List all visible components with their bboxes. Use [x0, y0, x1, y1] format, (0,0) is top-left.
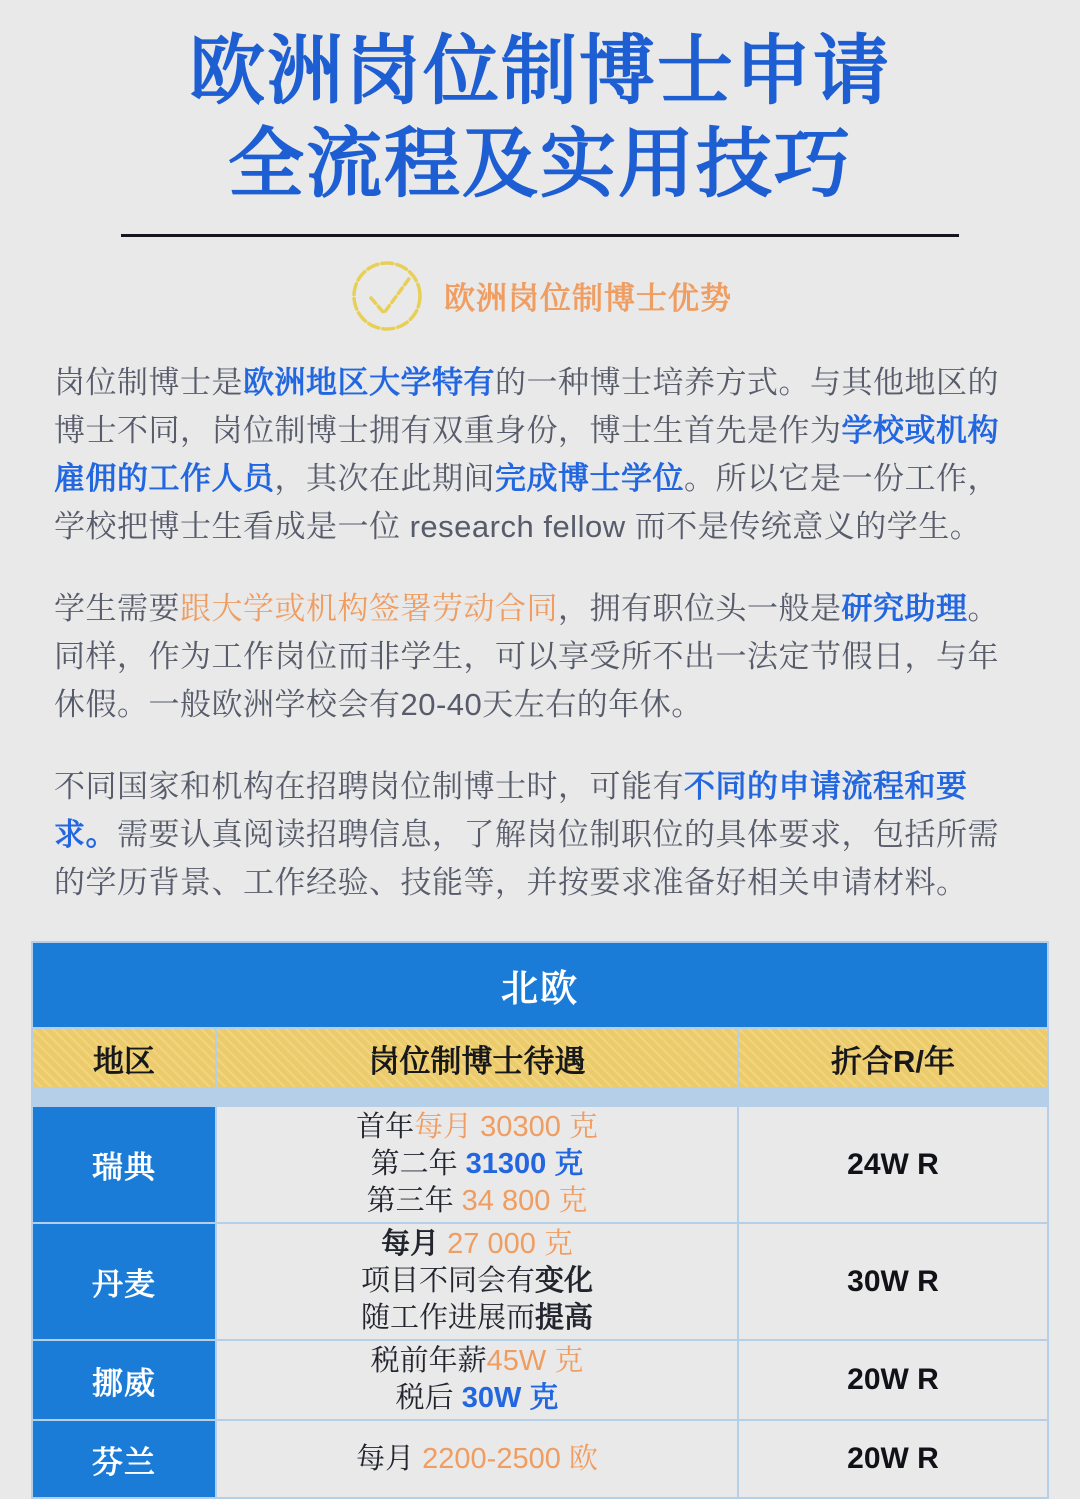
body-content [54, 359, 1026, 907]
check-circle-icon [348, 255, 428, 335]
application-paragraph [54, 763, 1026, 907]
text-segment: 2200-2500 欧 [422, 1442, 598, 1475]
text-segment: 27 000 克 [447, 1228, 573, 1260]
treatment-cell [217, 1224, 737, 1339]
page-title-line2: 全流程及实用技巧 [228, 123, 852, 207]
annual-cell: 20W R [739, 1341, 1047, 1419]
text-segment: 31300 克 [465, 1148, 584, 1180]
text-segment: 完成博士学位 [495, 461, 684, 496]
annual-cell: 30W R [739, 1224, 1047, 1339]
treatment-line [356, 1109, 598, 1146]
column-header-annual: 折合R/年 [739, 1029, 1047, 1087]
treatment-line [367, 1183, 588, 1220]
text-segment: 45W 克 [486, 1345, 584, 1377]
treatment-line [371, 1343, 584, 1380]
text-segment: 第三年 [366, 1185, 462, 1217]
text-segment: 税前年薪 [370, 1345, 487, 1377]
text-segment: 岗位制博士是 [54, 365, 243, 400]
salary-table-grid [33, 1029, 1047, 1497]
text-segment: 34 800 克 [461, 1185, 588, 1217]
text-segment: ，其次在此期间 [274, 461, 495, 496]
section-title: 欧洲岗位制博士优势 [444, 280, 732, 316]
treatment-line [396, 1380, 559, 1417]
title-divider [121, 234, 959, 237]
text-segment: 不同的申请流程和要求。 [54, 769, 968, 852]
treatment-line [381, 1226, 573, 1263]
text-segment: 首年 [356, 1111, 415, 1143]
text-segment: 需要认真阅读招聘信息，了解岗位制职位的具体要求，包括所需的学历背景、工作经验、技能等，并按要求准备好相关申请材料。 [54, 817, 999, 900]
text-segment: 每月 [381, 1228, 448, 1260]
text-segment: 学生需要 [54, 591, 180, 626]
text-segment: 学校或机构雇佣的工作人员 [54, 413, 999, 496]
page-title-line1: 欧洲岗位制博士申请 [189, 30, 891, 114]
salary-table [31, 941, 1049, 1499]
region-cell: 挪威 [33, 1341, 215, 1419]
text-segment: 第二年 [370, 1148, 466, 1180]
text-segment: 。同样，作为工作岗位而非学生，可以享受所不出一法定节假日，与年休假。一般欧洲学校会有20-40天左右的年休。 [54, 591, 999, 722]
treatment-cell [217, 1107, 737, 1222]
treatment-line [361, 1300, 593, 1337]
text-segment: ，拥有职位头一般是 [558, 591, 842, 626]
text-segment: 提高 [535, 1302, 594, 1334]
region-cell: 丹麦 [33, 1224, 215, 1339]
table-region-header: 北欧 [33, 943, 1047, 1027]
treatment-line [361, 1263, 593, 1300]
text-segment: 研究助理 [841, 591, 968, 626]
text-segment: 跟大学或机构签署劳动合同 [180, 591, 558, 626]
text-segment: 。所以它是一份工作，学校把博士生看成是一位 research fellow 而不是传统意义的学生。 [54, 461, 999, 544]
section-header [0, 255, 1080, 335]
page-title [0, 26, 1080, 212]
text-segment: 随工作进展而 [360, 1302, 535, 1334]
text-segment: 项目不同会有 [360, 1265, 535, 1297]
text-segment: 30W 克 [461, 1382, 559, 1414]
column-header-treatment: 岗位制博士待遇 [217, 1029, 737, 1087]
region-cell: 芬兰 [33, 1421, 215, 1497]
contract-paragraph [54, 585, 1026, 729]
column-header-region: 地区 [33, 1029, 215, 1087]
text-segment: 每月 30300 克 [414, 1111, 598, 1143]
treatment-cell [217, 1341, 737, 1419]
text-segment: 税后 [395, 1382, 462, 1414]
annual-cell: 20W R [739, 1421, 1047, 1497]
text-segment: 不同国家和机构在招聘岗位制博士时，可能有 [54, 769, 684, 804]
region-cell: 瑞典 [33, 1107, 215, 1222]
text-segment: 变化 [535, 1265, 594, 1297]
text-segment: 每月 [356, 1442, 423, 1475]
treatment-line [371, 1146, 584, 1183]
text-segment: 欧洲地区大学特有 [243, 365, 495, 400]
annual-cell: 24W R [739, 1107, 1047, 1222]
treatment-cell [217, 1421, 737, 1497]
text-segment: 的一种博士培养方式。与其他地区的博士不同，岗位制博士拥有双重身份，博士生首先是作为 [54, 365, 999, 448]
treatment-line [356, 1441, 598, 1478]
intro-paragraph [54, 359, 1026, 551]
